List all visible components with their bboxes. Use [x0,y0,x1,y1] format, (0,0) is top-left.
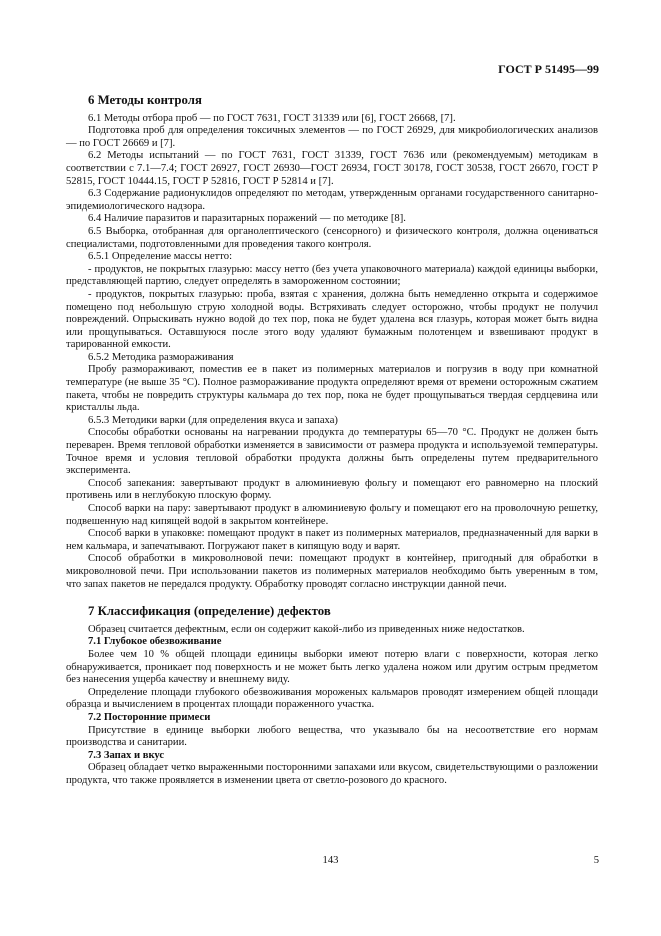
paragraph: Способ запекания: завертывают продукт в алюминиевую фольгу и помещают его равномерно на плоский противень или в неглубокую плоскую форму. [66,477,598,502]
paragraph: 6.3 Содержание радионуклидов определяют по методам, утвержденным органами государственного санитарно-эпидемиологического надзора. [66,188,598,212]
section-7-title: 7 Классификация (определение) дефектов [88,604,331,619]
paragraph: 6.5.2 Методика размораживания [88,351,234,363]
subsection-7-3-heading: 7.3 Запах и вкус [88,749,165,761]
paragraph: Способы обработки основаны на нагревании продукта до температуры 65—70 °С. Продукт не должен быть переварен. Время тепловой обработки изменяется в зависимости от размера продукта и используемой температуры. Точное время и условия тепловой обработки продукта должны быть определены путем предварительного эксперимента. [66,427,598,477]
paragraph: Способ варки на пару: завертывают продукт в алюминиевую фольгу и помещают его на проволочную решетку, подвешенную над кипящей водой в закрытом контейнере. [66,503,598,527]
paragraph: 6.5.3 Методики варки (для определения вкуса и запаха) [88,414,338,426]
paragraph: Более чем 10 % общей площади единицы выборки имеют потерю влаги с поверхности, которая легко обнаруживается, проникает под поверхность и не может быть легко удалена ножом или другим острым предметом без нанесения ущерба качеству и внешнему виду. [66,648,598,686]
paragraph: Определение площади глубокого обезвоживания мороженых кальмаров проводят измерением общей площади образца и вычислением в процентах площади пораженного участка. [66,686,598,711]
paragraph: 6.2 Методы испытаний — по ГОСТ 7631, ГОСТ 31339, ГОСТ 7636 или (рекомендуемым) методикам в соответствии с 7.1—7.4; ГОСТ 26927, ГОСТ 26930—ГОСТ 26934, ГОСТ 30178, ГОСТ 30538, ГОСТ 26670, ГОСТ Р 52815, ГОСТ 10444.15, ГОСТ Р 52816, ГОСТ Р 52814 и [7]. [66,150,598,187]
paragraph: - продуктов, не покрытых глазурью: массу нетто (без учета упаковочного материала) каждой единицы выборки, представляющей партию, следует определять в замороженном состоянии; [66,263,598,288]
paragraph: Подготовка проб для определения токсичных элементов — по ГОСТ 26929, для микробиологических анализов — по ГОСТ 26669 и [7]. [66,125,598,149]
subsection-7-2-heading: 7.2 Посторонние примеси [88,711,211,723]
document-body [66,94,598,787]
sheet-number: 5 [593,855,599,866]
paragraph: Образец считается дефектным, если он содержит какой-либо из приведенных ниже недостатков. [88,623,525,635]
subsection-7-1-heading: 7.1 Глубокое обезвоживание [88,636,222,648]
paragraph: Способ обработки в микроволновой печи: помещают продукт в контейнер, пригодный для обработки в микроволновой печи. При использовании пакетов из полимерных материалов необходимо быть уверенным в том, что запах пакетов не передался продукту. Обработку проводят согласно инструкции данной печи. [66,553,598,590]
document-code: ГОСТ Р 51495—99 [498,62,599,76]
paragraph: Присутствие в единице выборки любого вещества, что указывало бы на несоответствие его нормам производства и санитарии. [66,724,598,749]
paragraph: Образец обладает четко выраженными посторонними запахами или вкусом, свидетельствующими о разложении продукта, что также проявляется в изменении цвета от светло-розового до красного. [66,762,598,786]
paragraph: - продуктов, покрытых глазурью: проба, взятая с хранения, должна быть немедленно открыта и содержимое помещено под небольшую струю холодной воды. Встряхивать следует осторожно, чтобы продукт не получил повреждений. Опрыскивать нужно водой до тех пор, пока не будет удалена вся глазурь, которая может быть видна или прощупываться. Оставшуюся после этого воду удаляют бумажным полотенцем и взвешивают продукт в тарированной емкости. [66,288,598,351]
paragraph: 6.5.1 Определение массы нетто: [88,251,233,263]
paragraph: 6.1 Методы отбора проб — по ГОСТ 7631, ГОСТ 31339 или [6], ГОСТ 26668, [7]. [88,112,456,124]
page-number: 143 [322,855,339,866]
paragraph: 6.4 Наличие паразитов и паразитарных поражений — по методике [8]. [88,213,406,225]
section-6-title: 6 Методы контроля [88,93,202,107]
paragraph: Пробу размораживают, поместив ее в пакет из полимерных материалов и погрузив в воду при комнатной температуре (не выше 35 °С). Полное размораживание продукта определяют время от времени осторожным сжатием пакета, чтобы не повредить структуры кальмара до тех пор, пока не будет прощупываться твердая сердцевина или кристаллы льда. [66,364,598,414]
paragraph: 6.5 Выборка, отобранная для органолептического (сенсорного) и физического контроля, должна оцениваться специалистами, подготовленными для проведения такого контроля. [66,225,598,250]
paragraph: Способ варки в упаковке: помещают продукт в пакет из полимерных материалов, предназначенный для варки в нем кальмара, и запечатывают. Погружают пакет в кипящую воду и варят. [66,528,598,552]
